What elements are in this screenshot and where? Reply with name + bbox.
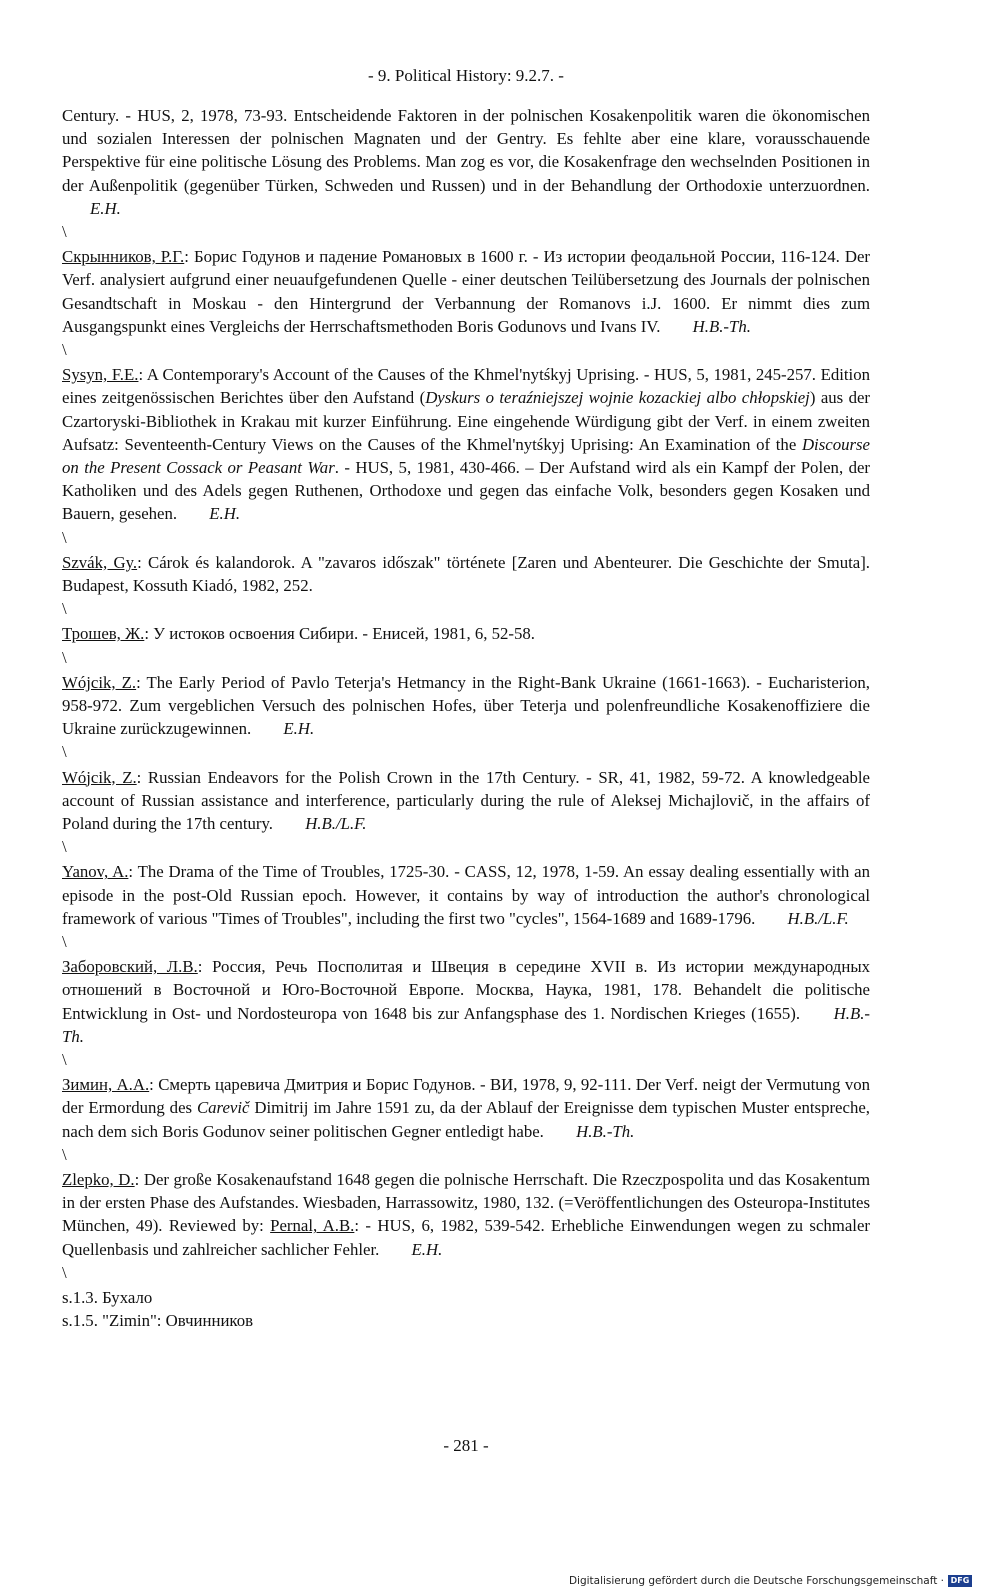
reviewer-initials: E.H. — [411, 1239, 443, 1259]
entry-text: : Борис Годунов и падение Романовых в 1600 г. - Из истории феодальной России, 116-124. Der Verf. analysiert aufgrund einer neuaufgefundenen Quelle - einer deutschen Teilübersetzung des Journals der polnischen Gesandtschaft in Moskau - den Hintergrund der Verbannung der Romanovs i.J. 1600. Er nimmt dies zum Ausgangspunkt eines Vergleichs der Herrschaftsmethoden Boris Godunovs und Ivans IV. — [62, 247, 870, 336]
reviewer-initials: E.H. — [209, 504, 241, 524]
entry-author: Sysyn, F.E. — [62, 365, 139, 385]
entry-text: : - HUS, 6, 1982, 539-542. Erhebliche Einwendungen wegen zu schmaler Quellenbasis und zahlreicher sachlicher Fehler. — [62, 1216, 871, 1259]
reviewer-initials: E.H. — [283, 719, 315, 739]
review-author: Pernal, A.B. — [270, 1216, 355, 1236]
entry-text: Century. - HUS, 2, 1978, 73-93. Entscheidende Faktoren in der polnischen Kosakenpolitik waren die ökonomischen und sozialen Interessen der polnischen Magnaten und der Gentry. Es fehlte aber eine klare, vorausschauende Perspektive für eine politische Lösung des Problems. Man zog es vor, die Kosakenfrage den wechselnden Positionen in der Außenpolitik (gegenüber Türken, Schweden und Russen) und in der Behandlung der Orthodoxie unterzuordnen. — [62, 106, 870, 195]
reviewer-initials: H.B./L.F. — [787, 908, 849, 928]
entry-author: Трошев, Ж. — [62, 624, 145, 644]
dfg-logo: DFG — [948, 1575, 972, 1587]
entry-separator: \ — [62, 527, 67, 547]
reviewer-initials: H.B./L.F. — [305, 814, 367, 833]
entry-separator: \ — [62, 742, 67, 762]
footer-text: Digitalisierung gefördert durch die Deutsche Forschungsgemeinschaft · — [568, 1575, 944, 1587]
entry-continuation — [62, 104, 870, 220]
entry-sysyn — [62, 363, 870, 525]
entry-title-italic: Carevič — [196, 1098, 250, 1118]
entry-author: Зимин, А.А. — [62, 1075, 150, 1095]
entry-text: : Russian Endeavors for the Polish Crown in the 17th Century. - SR, 41, 1982, 59-72. A knowledgeable account of Russian assistance and interference, particularly during the rule of Aleksej Michajlovič, in the affairs of Poland during the 17th century. — [62, 767, 870, 833]
entry-zlepko — [62, 1168, 870, 1261]
page-number: - 281 - — [443, 1436, 489, 1455]
entry-separator: \ — [62, 1050, 67, 1069]
entry-author: Zlepko, D. — [62, 1169, 135, 1189]
entry-text: : The Early Period of Pavlo Teterja's Hetmancy in the Right-Bank Ukraine (1661-1663). - Eucharisterion, 958-972. Zum vergeblichen Versuch des polnischen Hofes, über Teterja und polenfreundliche Kosakenoffiziere die Ukraine zurückzugewinnen. — [62, 672, 870, 739]
entry-separator: \ — [62, 932, 67, 951]
entry-zimin — [62, 1073, 870, 1143]
entry-text: : A Contemporary's Account of the Causes of the Khmel'nytśkyj Uprising. - HUS, 5, 1981, 245-257. Edition eines zeitgenössischen Berichtes über den Aufstand ( — [62, 365, 870, 408]
reviewer-initials: E.H. — [90, 198, 121, 218]
entry-author: Wójcik, Z. — [62, 767, 137, 787]
entry-separator: \ — [62, 1262, 67, 1282]
entry-text: ) aus der Czartoryski-Bibliothek in Krakau mit kurzer Einführung. Eine eingehende Würdigung gibt der Verf. in einem zweiten Aufsatz: Seventeenth-Century Views on the Causes of the Khmel'nytśkyj Uprising: An Examination of the — [62, 388, 871, 454]
entry-separator: \ — [62, 837, 67, 857]
entry-separator: \ — [62, 599, 67, 619]
entry-skrynnikov — [62, 245, 870, 338]
cross-reference-note: s.1.5. "Zimin": Овчинников — [62, 1311, 254, 1331]
entry-zaborovskij — [62, 955, 870, 1048]
entry-author: Yanov, A. — [62, 862, 129, 882]
entry-text: : Смерть царевича Дмитрия и Борис Годунов. - ВИ, 1978, 9, 92-111. Der Verf. neigt der Vermutung von der Ermordung des — [62, 1075, 870, 1118]
cross-reference-note: s.1.3. Бухало — [62, 1287, 153, 1307]
entry-text: : Der große Kosakenaufstand 1648 gegen die polnische Herrschaft. Die Rzeczpospolita und das Kosakentum in der ersten Phase des Aufstandes. Wiesbaden, Harrassowitz, 1980, 132. (=Veröffentlichungen des Osteuropa-Institutes München, 49). Reviewed by: — [62, 1169, 870, 1236]
entry-szvak — [62, 551, 870, 597]
entry-text: Dimitrij im Jahre 1591 zu, da der Ablauf der Ereignisse dem typischen Muster entspreche, nach dem sich Boris Godunov seiner politischen Gegner entledigt habe. — [62, 1098, 870, 1141]
entry-troshev — [62, 622, 870, 645]
entry-text: : У истоков освоения Сибири. - Енисей, 1981, 6, 52-58. — [144, 624, 535, 644]
entry-wojcik-1 — [62, 671, 870, 741]
entry-author: Заборовский, Л.В. — [62, 957, 198, 977]
entry-separator: \ — [62, 1144, 67, 1164]
reviewer-initials: H.B.-Th. — [692, 316, 751, 336]
entry-text: . - HUS, 5, 1981, 430-466. – Der Aufstand wird als ein Kampf der Polen, der Katholiken und des Adels gegen Ruthenen, Orthodoxe und gegen das einfache Volk, besonders gegen Kosaken und Bauern, gesehen. — [62, 458, 870, 524]
reviewer-initials: H.B.-Th. — [576, 1121, 635, 1141]
entry-author: Скрынников, Р.Г. — [62, 247, 185, 267]
reviewer-initials: H.B.-Th. — [62, 1003, 871, 1046]
entry-title-italic: Dyskurs o teraźniejszej wojnie kozackiej albo chłopskiej — [425, 388, 810, 408]
entry-author: Wójcik, Z. — [62, 672, 137, 692]
entry-text: : The Drama of the Time of Troubles, 1725-30. - CASS, 12, 1978, 1-59. An essay dealing essentially with an episode in the post-Old Russian epoch. However, it contains by way of introduction the author's chronological framework of various "Times of Troubles", including the first two "cycles", 1564-1689 and 1689-1796. — [62, 862, 870, 928]
entry-title-italic: Discourse on the Present Cossack or Peasant War — [62, 434, 870, 478]
entry-yanov — [62, 860, 870, 930]
entry-separator: \ — [62, 647, 67, 667]
running-head: - 9. Political History: 9.2.7. - — [368, 66, 564, 85]
entry-separator: \ — [62, 222, 67, 242]
entry-text: : Cárok és kalandorok. A "zavaros időszak" története [Zaren und Abenteurer. Die Geschichte der Smuta]. Budapest, Kossuth Kiadó, 1982, 252. — [62, 552, 870, 596]
entry-separator: \ — [62, 340, 67, 360]
bibliography-entries — [62, 104, 870, 1332]
entry-wojcik-2 — [62, 766, 870, 836]
entry-author: Szvák, Gy. — [62, 552, 138, 572]
digitization-footer — [569, 1575, 972, 1587]
entry-text: : Россия, Речь Посполитая и Швеция в середине XVII в. Из истории международных отношений в Восточной и Юго-Восточной Европе. Москва, Наука, 1981, 178. Behandelt die politische Entwicklung in Ost- und Nordosteuropa von 1648 bis zur Anfangsphase des 1. Nordischen Krieges (1655). — [62, 957, 870, 1023]
